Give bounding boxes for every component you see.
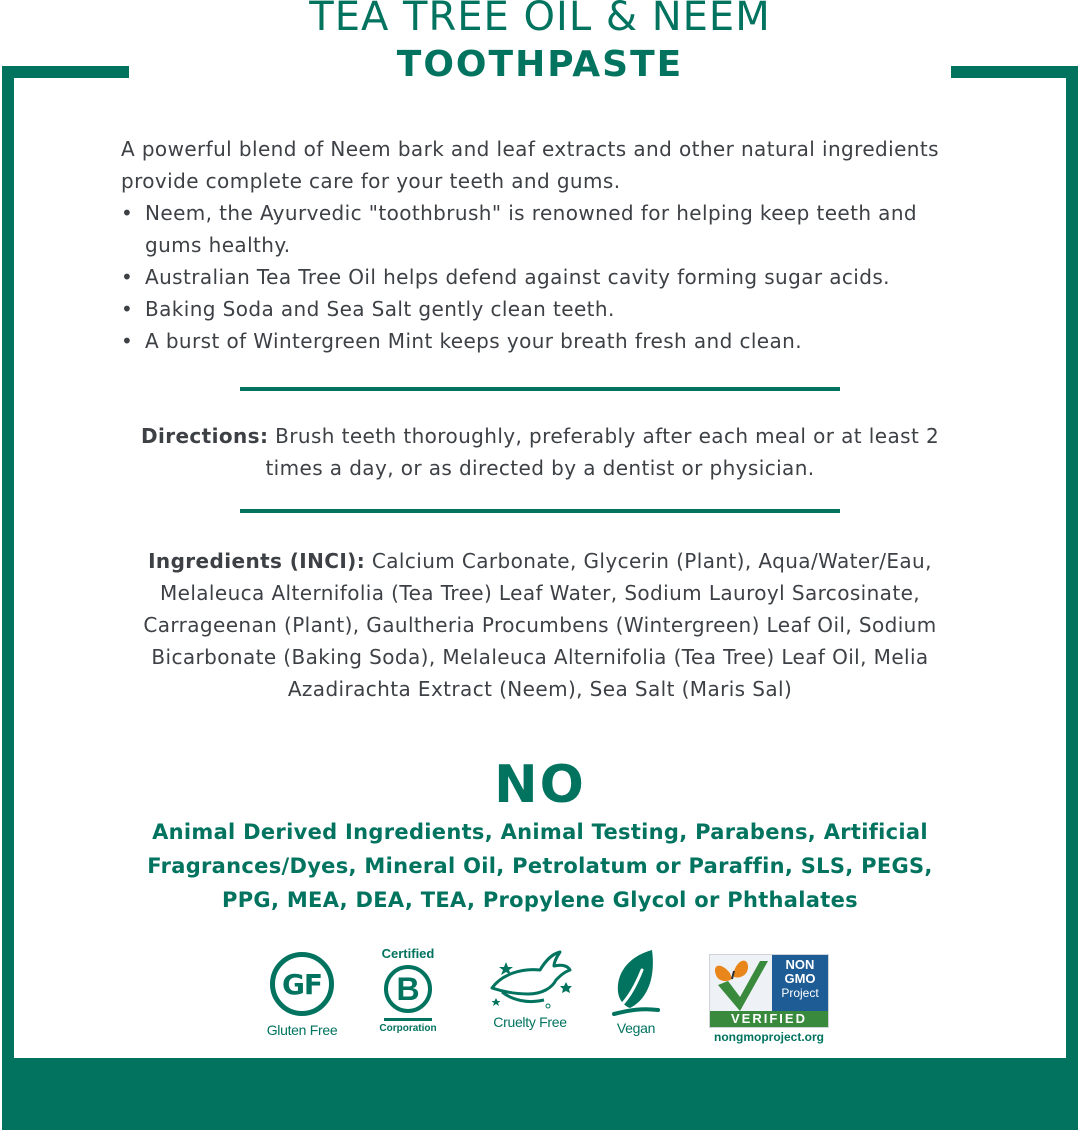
b-corp-top-label: Certified [381, 946, 435, 961]
leaf-icon [612, 948, 660, 1016]
intro-paragraph: A powerful blend of Neem bark and leaf extracts and other natural ingredients provide complete care for your teeth and gums. [121, 137, 939, 193]
b-corp-underline [384, 1018, 432, 1021]
leaping-bunny-icon [482, 946, 578, 1012]
non-gmo-butterfly-panel [710, 955, 772, 1013]
directions-body: Brush teeth thoroughly, preferably after each meal or at least 2 times a day, or as directed by a dentist or physician. [265, 424, 940, 480]
benefit-item: • A burst of Wintergreen Mint keeps your breath fresh and clean. [121, 325, 971, 357]
footer-bar [2, 1058, 1078, 1130]
b-corp-bottom-label: Corporation [379, 1023, 437, 1034]
cruelty-free-caption: Cruelty Free [493, 1014, 567, 1030]
non-gmo-line1: NON [785, 957, 815, 972]
product-subtitle: TOOTHPASTE [396, 44, 684, 85]
gluten-free-badge [262, 952, 342, 1038]
ingredients-body: Calcium Carbonate, Glycerin (Plant), Aqua/Water/Eau, Melaleuca Alternifolia (Tea Tree) Leaf Water, Sodium Lauroyl Sarcosinate, Carrageenan (Plant), Gaultheria Procumbens (Wintergreen) Leaf Oil, Sodium Bicarbonate (Baking Soda), Melaleuca Alternifolia (Tea Tree) Leaf Oil, Melia Azadirachta Extract (Neem), Sea Salt (Maris Sal) [143, 549, 937, 701]
vegan-caption: Vegan [616, 1020, 656, 1036]
b-corp-icon: B [384, 965, 432, 1013]
benefit-item: • Neem, the Ayurvedic "toothbrush" is renowned for helping keep teeth and gums healthy. [121, 197, 971, 261]
directions-text [140, 420, 940, 484]
section-divider [240, 509, 840, 513]
vegan-badge [606, 948, 666, 1036]
non-gmo-seal [709, 954, 829, 1028]
directions-label: Directions: [140, 424, 269, 448]
frame-border-right [1066, 66, 1078, 1066]
butterfly-icon [710, 955, 772, 1013]
non-gmo-verified-strip: VERIFIED [710, 1011, 828, 1027]
benefit-list [121, 197, 971, 357]
free-from-list: Animal Derived Ingredients, Animal Testing, Parabens, Artificial Fragrances/Dyes, Mineral Oil, Petrolatum or Paraffin, SLS, PEGS, PPG, MEA, DEA, TEA, Propylene Glycol or Phthalates [147, 820, 933, 912]
gluten-free-icon: GF [270, 952, 334, 1016]
ingredients-label: Ingredients (INCI): [148, 549, 366, 573]
non-gmo-text-panel [772, 955, 828, 1013]
non-gmo-url: nongmoproject.org [714, 1030, 824, 1044]
intro-section [121, 133, 971, 357]
cruelty-free-badge [478, 946, 582, 1030]
free-from-heading: NO [494, 755, 586, 815]
ingredients-text [110, 545, 970, 705]
b-corp-badge [372, 946, 444, 1034]
section-divider [240, 387, 840, 391]
non-gmo-line3: Project [781, 986, 819, 1000]
benefit-item: • Australian Tea Tree Oil helps defend against cavity forming sugar acids. [121, 261, 971, 293]
benefit-item: • Baking Soda and Sea Salt gently clean teeth. [121, 293, 971, 325]
non-gmo-line2: GMO [784, 971, 816, 986]
non-gmo-badge [706, 954, 832, 1044]
product-title: TEA TREE OIL & NEEM [309, 0, 771, 40]
gluten-free-caption: Gluten Free [266, 1022, 338, 1038]
frame-border-left [2, 66, 14, 1066]
